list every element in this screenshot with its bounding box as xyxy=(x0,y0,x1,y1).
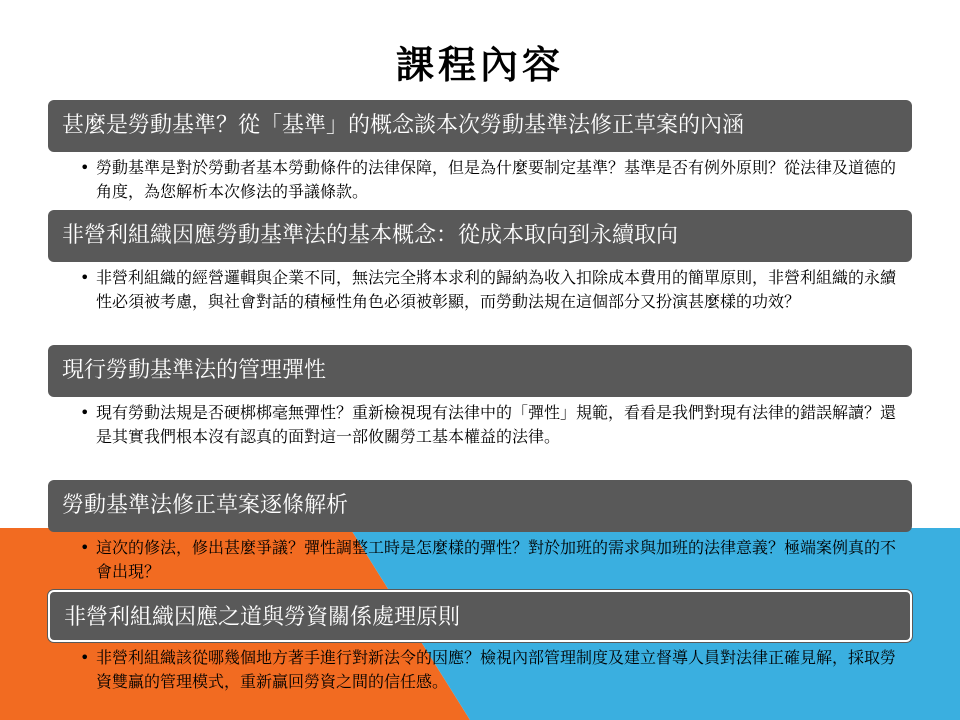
section-bullet-1 xyxy=(80,156,900,204)
bullet-text: 這次的修法，修出甚麼爭議？彈性調整工時是怎麼樣的彈性？對於加班的需求與加班的法律意義？極端案例真的不會出現？ xyxy=(96,538,897,581)
bullet-text: 非營利組織該從哪幾個地方著手進行對新法令的因應？檢視內部管理制度及建立督導人員對法律正確見解，採取勞資雙贏的管理模式，重新贏回勞資之間的信任感。 xyxy=(96,648,897,691)
bullet-dot: • xyxy=(80,538,90,557)
section-header-5: 非營利組織因應之道與勞資關係處理原則 xyxy=(48,590,912,642)
section-header-2: 非營利組織因應勞動基準法的基本概念：從成本取向到永續取向 xyxy=(48,210,912,262)
section-bullet-2 xyxy=(80,266,900,314)
slide-title: 課程內容 xyxy=(395,42,564,87)
bullet-dot: • xyxy=(80,158,90,177)
section-bullet-4 xyxy=(80,536,900,584)
bullet-dot: • xyxy=(80,403,90,422)
section-bullet-3 xyxy=(80,401,900,449)
section-header-1: 甚麼是勞動基準？從「基準」的概念談本次勞動基準法修正草案的內涵 xyxy=(48,100,912,152)
bullet-text: 現有勞動法規是否硬梆梆毫無彈性？重新檢視現有法律中的「彈性」規範，看看是我們對現有法律的錯誤解讀？還是其實我們根本沒有認真的面對這一部攸關勞工基本權益的法律。 xyxy=(96,403,897,446)
section-header-3: 現行勞動基準法的管理彈性 xyxy=(48,345,912,397)
section-bullet-5 xyxy=(80,646,900,694)
bullet-text: 非營利組織的經營邏輯與企業不同，無法完全將本求利的歸納為收入扣除成本費用的簡單原則，非營利組織的永續性必須被考慮，與社會對話的積極性角色必須被彰顯，而勞動法規在這個部分又扮演甚麼樣的功效？ xyxy=(96,268,897,311)
bullet-dot: • xyxy=(80,648,90,667)
section-header-4: 勞動基準法修正草案逐條解析 xyxy=(48,480,912,532)
bullet-text: 勞動基準是對於勞動者基本勞動條件的法律保障，但是為什麼要制定基準？基準是否有例外原則？從法律及道德的角度，為您解析本次修法的爭議條款。 xyxy=(96,158,897,201)
bullet-dot: • xyxy=(80,268,90,287)
